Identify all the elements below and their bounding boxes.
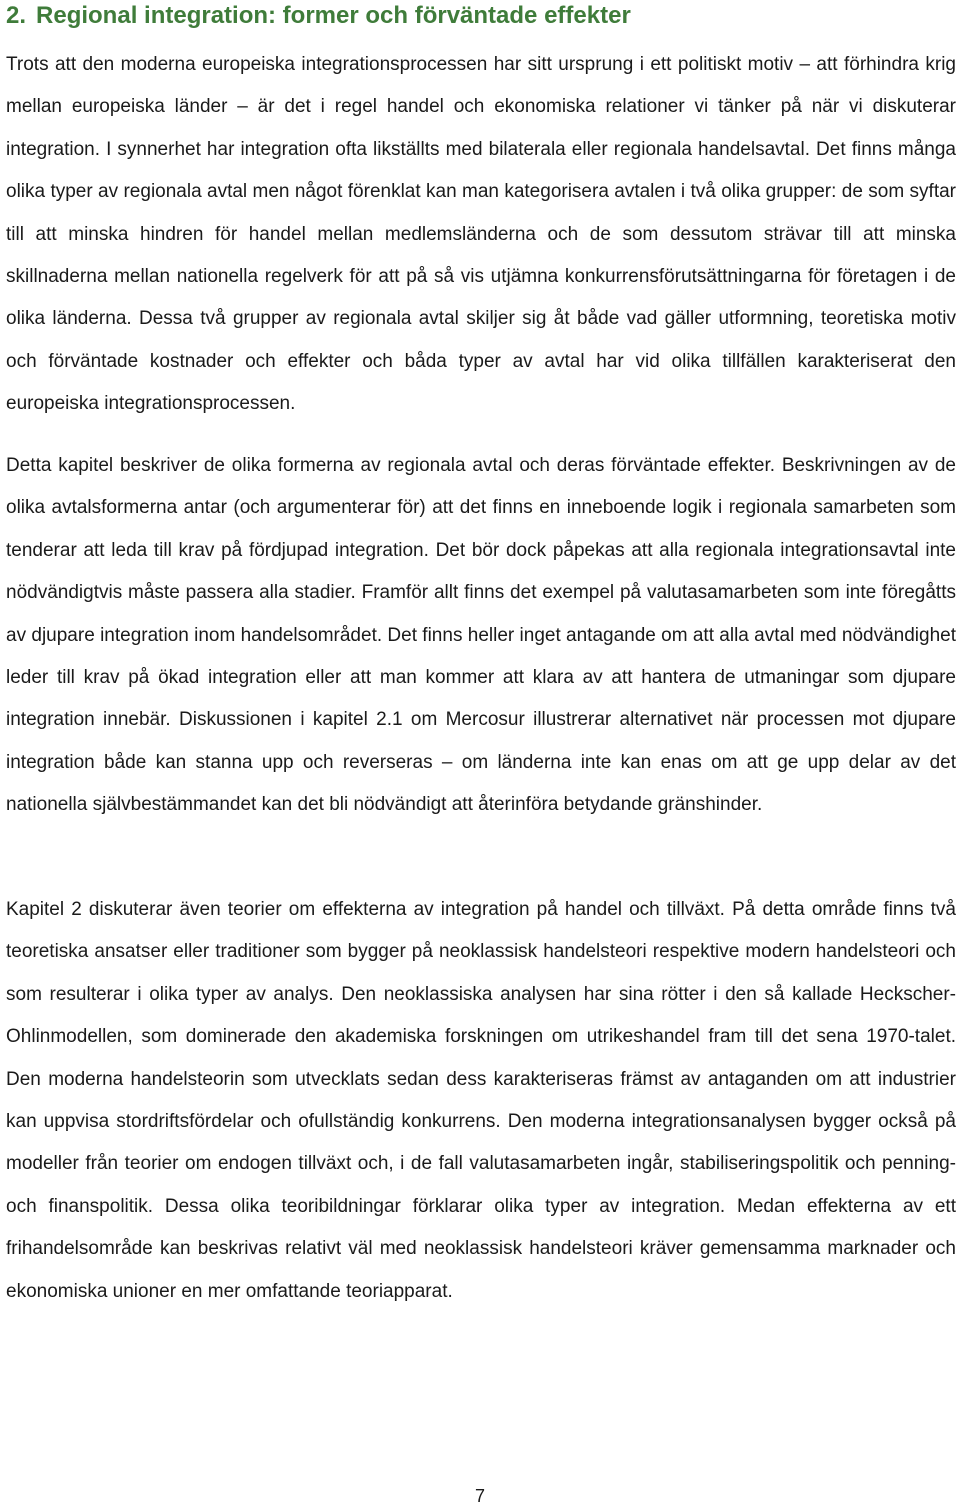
page-number: 7: [474, 1486, 485, 1506]
body-paragraph-3: Kapitel 2 diskuterar även teorier om effekterna av integration på handel och tillväxt. På detta område finns två teoretiska ansatser eller traditioner som bygger på neoklassisk handelsteori respektive modern handelsteori och som resulterar i olika typer av analys. Den neoklassiska analysen har sina rötter i den så kallade Heckscher-Ohlinmodellen, som dominerade den akademiska forskningen om utrikeshandel fram till det sena 1970-talet. Den moderna handelsteorin som utvecklats sedan dess karakteriseras främst av antaganden om att industrier kan uppvisa stordriftsfördelar och ofullständig konkurrens. Den moderna integrationsanalysen bygger också på modeller från teorier om endogen tillväxt och, i de fall valutasamarbeten ingår, stabiliseringspolitik och penning- och finanspolitik. Dessa olika teoribildningar förklarar olika typer av integration. Medan effekterna av ett frihandelsområde kan beskrivas relativt väl med neoklassisk handelsteori kräver gemensamma marknader och ekonomiska unioner en mer omfattande teoriapparat.: [6, 899, 956, 1302]
section-heading: [6, 0, 631, 32]
body-paragraph-2: Detta kapitel beskriver de olika formerna av regionala avtal och deras förväntade effekter. Beskrivningen av de olika avtalsformerna antar (och argumenterar för) att det finns en inneboende logik i regionala samarbeten som tenderar att leda till krav på fördjupad integration. Det bör dock påpekas att alla regionala integrationsavtal inte nödvändigtvis måste passera alla stadier. Framför allt finns det exempel på valutasamarbeten som inte föregåtts av djupare integration inom handelsområdet. Det finns heller inget antagande om att alla avtal med nödvändighet leder till krav på ökad integration eller att man kommer att klara av att hantera de utmaningar som djupare integration innebär. Diskussionen i kapitel 2.1 om Mercosur illustrerar alternativet när processen mot djupare integration både kan stanna upp och reverseras – om länderna inte kan enas om att ge upp delar av det nationella självbestämmandet kan det bli nödvändigt att återinföra betydande gränshinder.: [6, 455, 956, 816]
body-paragraph-1: Trots att den moderna europeiska integrationsprocessen har sitt ursprung i ett politiskt motiv – att förhindra krig mellan europeiska länder – är det i regel handel och ekonomiska relationer vi tänker på när vi diskuterar integration. I synnerhet har integration ofta likställts med bilaterala eller regionala handelsavtal. Det finns många olika typer av regionala avtal men något förenklat kan man kategorisera avtalen i två olika grupper: de som syftar till att minska hindren för handel mellan medlemsländerna och de som dessutom strävar till att minska skillnaderna mellan nationella regelverk för att på så vis utjämna konkurrensförutsättningarna för företagen i de olika länderna. Dessa två grupper av regionala avtal skiljer sig åt både vad gäller utformning, teoretiska motiv och förväntade kostnader och effekter och båda typer av avtal har vid olika tillfällen karakteriserat den europeiska integrationsprocessen.: [6, 54, 956, 415]
section-title: Regional integration: former och förväntade effekter: [36, 2, 631, 29]
section-number: 2.: [6, 2, 27, 29]
